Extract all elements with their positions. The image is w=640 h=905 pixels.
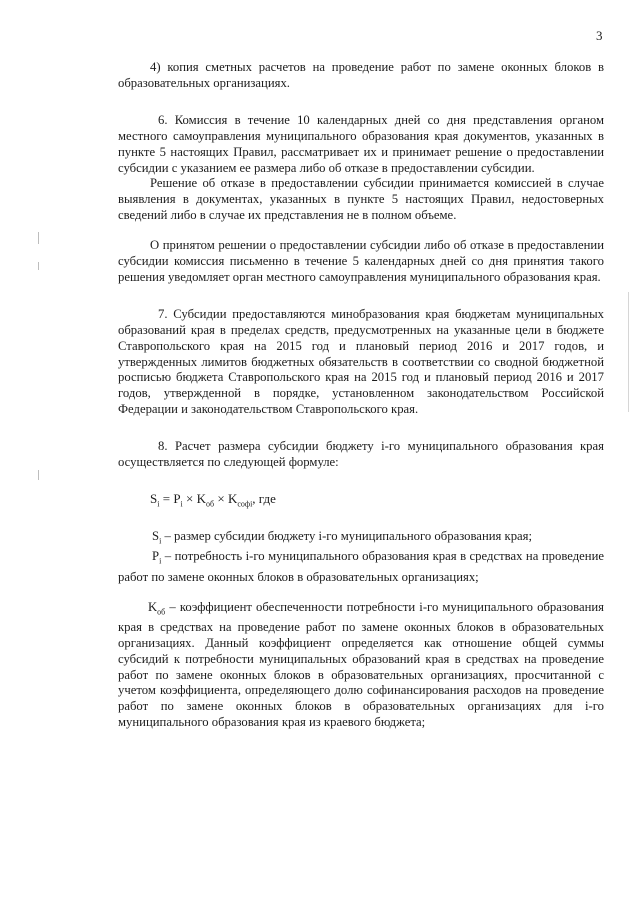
scan-margin-mark — [38, 470, 39, 480]
formula-p: P — [173, 490, 181, 506]
formula-s-sub: i — [157, 499, 160, 509]
scan-edge-mark — [628, 292, 629, 412]
formula-tail: , где — [252, 490, 276, 506]
item-4-paragraph: 4) копия сметных расчетов на проведение работ по замене оконных блоков в образовательных организациях. — [118, 60, 604, 90]
definition-k-sub: об — [157, 607, 166, 617]
definition-p-text: – потребность i-го муниципального образования края в средствах на проведение работ по замене оконных блоков в образовательных организациях; — [118, 549, 604, 584]
formula-k2: K — [227, 490, 238, 506]
definition-k-text: – коэффициент обеспеченности потребности i-го муниципального образования края в средствах на проведение работ по замене оконных блоков в образовательных организациях. Данный коэффициент определяется как отношение общей суммы субсидий к потребности муниципальных образований края в средствах на проведение работ по замене оконных блоков в образовательных организациях, просчитанной с учетом коэффициента, определяющего долю софинансирования расходов на проведение работ по замене оконных блоков в образовательных организациях для i-го муниципального образования края из краевого бюджета; — [118, 600, 604, 729]
definition-s — [118, 529, 604, 549]
page-number: 3 — [596, 28, 603, 43]
definition-p-symbol: P — [152, 549, 160, 564]
definition-s-symbol: S — [152, 529, 160, 544]
definition-p-sub: i — [159, 556, 162, 566]
formula-eq: = — [159, 490, 174, 506]
section-6-paragraph-1: 6. Комиссия в течение 10 календарных дней со дня представления органом местного самоуправления муниципального образования края документов, указанных в пункте 5 настоящих Правил, рассматривает их и принимает решение о предоставлении субсидии с указанием ее размера либо об отказе в предоставлении субсидии. — [118, 113, 604, 175]
formula-k1-sub: об — [206, 499, 215, 509]
formula-times-1: × — [182, 490, 197, 506]
document-body — [118, 60, 604, 730]
scan-margin-mark — [38, 262, 39, 270]
formula-times-2: × — [214, 490, 228, 506]
subsidy-formula — [150, 491, 604, 512]
definition-k — [118, 600, 604, 730]
section-8-paragraph: 8. Расчет размера субсидии бюджету i-го муниципального образования края осуществляется по следующей формуле: — [118, 439, 604, 470]
scan-margin-mark — [38, 232, 39, 244]
definition-s-text: – размер субсидии бюджету i-го муниципального образования края; — [161, 529, 533, 544]
formula-s: S — [150, 490, 158, 506]
formula-k1: K — [196, 490, 207, 506]
section-6-paragraph-2: Решение об отказе в предоставлении субсидии принимается комиссией в случае выявления в документах, указанных в пункте 5 настоящих Правил, недостоверных сведений либо в случае их представления не в полном объеме. — [118, 176, 604, 222]
definition-s-sub: i — [159, 536, 162, 546]
section-6-paragraph-3: О принятом решении о предоставлении субсидии либо об отказе в предоставлении субсидии комиссия письменно в течение 5 календарных дней со дня принятия такого решения уведомляет орган местного самоуправления муниципального образования края. — [118, 238, 604, 284]
section-7-paragraph: 7. Субсидии предоставляются минобразования края бюджетам муниципальных образований края в пределах средств, предусмотренных на указанные цели в бюджете Ставропольского края на 2015 год и плановый период 2016 и 2017 годов, и утвержденных лимитов бюджетных обязательств в соответствии со сводной бюджетной росписью бюджета Ставропольского края на 2015 год и плановый период 2016 и 2017 годов, утвержденной в порядке, установленном законодательством Российской Федерации и законодательством Ставропольского края. — [118, 307, 604, 416]
definition-p — [118, 549, 604, 585]
formula-p-sub: i — [180, 499, 183, 509]
definition-k-symbol: K — [148, 600, 158, 615]
formula-k2-sub: софi — [237, 499, 253, 509]
